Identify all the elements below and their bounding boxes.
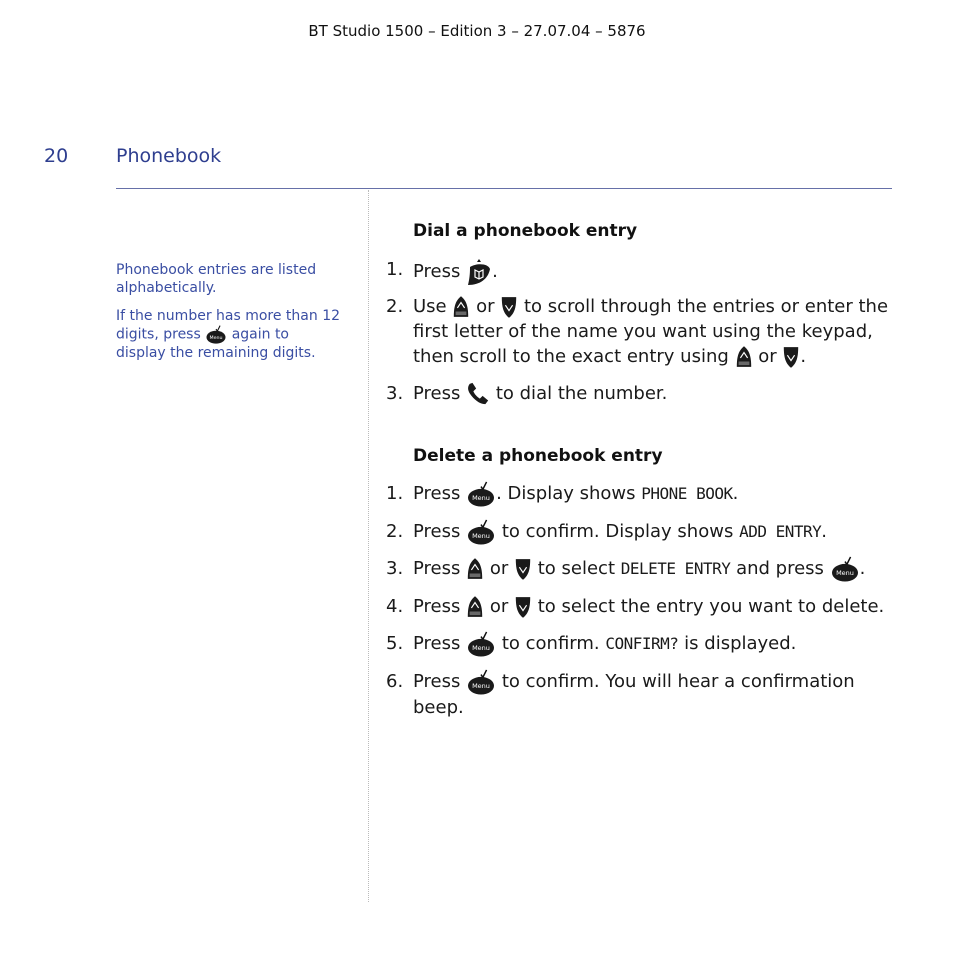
step-text: or — [489, 596, 509, 617]
dial-step-1 — [386, 257, 498, 282]
scroll-down-button-icon — [514, 557, 532, 581]
phonebook-button-icon — [466, 257, 492, 287]
step-text: or — [476, 296, 495, 317]
step-text: . — [821, 521, 827, 542]
step-number: 1. — [386, 259, 404, 280]
step-number: 4. — [386, 596, 404, 617]
delete-step-2 — [386, 519, 827, 544]
scroll-down-button-icon — [514, 595, 532, 619]
display-text: ADD ENTRY — [739, 522, 822, 541]
step-number: 6. — [386, 671, 404, 692]
column-divider — [368, 190, 369, 902]
step-number: 2. — [386, 296, 404, 317]
scroll-up-button-icon — [466, 557, 484, 581]
step-text: to select — [537, 558, 616, 579]
sidebar-note-alphabetical: Phonebook entries are listed alphabetically. — [116, 262, 317, 296]
step-number: 1. — [386, 483, 404, 504]
menu-button-icon — [830, 556, 860, 582]
scroll-down-button-icon — [782, 345, 800, 369]
step-text: to confirm. Display shows — [501, 521, 734, 542]
delete-step-3 — [386, 556, 866, 581]
step-text: Press — [413, 483, 461, 504]
step-text: to select the entry you want to delete. — [537, 596, 885, 617]
dial-step-3 — [386, 381, 668, 406]
step-text: . — [492, 261, 498, 282]
step-text: Press — [413, 671, 461, 692]
scroll-up-button-icon — [735, 345, 753, 369]
menu-button-icon — [466, 481, 496, 507]
document-header: BT Studio 1500 – Edition 3 – 27.07.04 – 5876 — [308, 22, 646, 40]
step-number: 3. — [386, 558, 404, 579]
delete-step-6 — [386, 669, 855, 718]
step-text: Press — [413, 261, 461, 282]
display-text: DELETE ENTRY — [620, 559, 731, 578]
section-title: Phonebook — [116, 145, 222, 167]
step-text: . — [859, 558, 866, 579]
step-number: 5. — [386, 633, 404, 654]
step-text: or — [758, 346, 777, 367]
scroll-down-button-icon — [500, 295, 518, 319]
dial-step-2 — [386, 294, 889, 367]
sidebar-note-digits-text-a: If the number has more than 12 digits, press — [116, 308, 341, 343]
sidebar-note-digits — [116, 307, 341, 362]
talk-button-icon — [466, 382, 490, 406]
step-text: to scroll through the entries or enter the first letter of the name you want using the keypad, then scroll to the exact entry using — [413, 296, 889, 367]
display-text: CONFIRM? — [605, 634, 679, 653]
menu-button-icon — [205, 325, 227, 344]
step-text: Press — [413, 383, 461, 404]
step-text: Press — [413, 521, 461, 542]
step-text: and press — [736, 558, 824, 579]
sidebar-note-digits-text-b: again to display the remaining digits. — [116, 326, 316, 361]
step-number: 2. — [386, 521, 404, 542]
dial-heading: Dial a phonebook entry — [413, 221, 638, 241]
step-text: Press — [413, 558, 461, 579]
menu-button-icon — [466, 631, 496, 657]
delete-heading: Delete a phonebook entry — [413, 446, 663, 466]
step-text: Press — [413, 633, 461, 654]
scroll-up-button-icon — [452, 295, 470, 319]
step-text: . — [800, 346, 807, 367]
step-text: Press — [413, 596, 461, 617]
menu-button-icon — [466, 519, 496, 545]
scroll-up-button-icon — [466, 595, 484, 619]
delete-step-1 — [386, 481, 739, 506]
display-text: PHONE BOOK — [641, 484, 733, 503]
step-text: . Display shows — [496, 483, 636, 504]
step-text: Use — [413, 296, 447, 317]
page-number: 20 — [44, 145, 69, 167]
step-text: to dial the number. — [495, 383, 668, 404]
step-text: to confirm. — [501, 633, 600, 654]
delete-step-4 — [386, 594, 885, 619]
step-text: . — [732, 483, 739, 504]
header-rule — [116, 188, 892, 189]
menu-button-icon — [466, 669, 496, 695]
step-text: or — [489, 558, 509, 579]
step-text: is displayed. — [684, 633, 797, 654]
step-number: 3. — [386, 383, 404, 404]
step-text: to confirm. You will hear a confirmation beep. — [413, 671, 855, 718]
delete-step-5 — [386, 631, 797, 656]
